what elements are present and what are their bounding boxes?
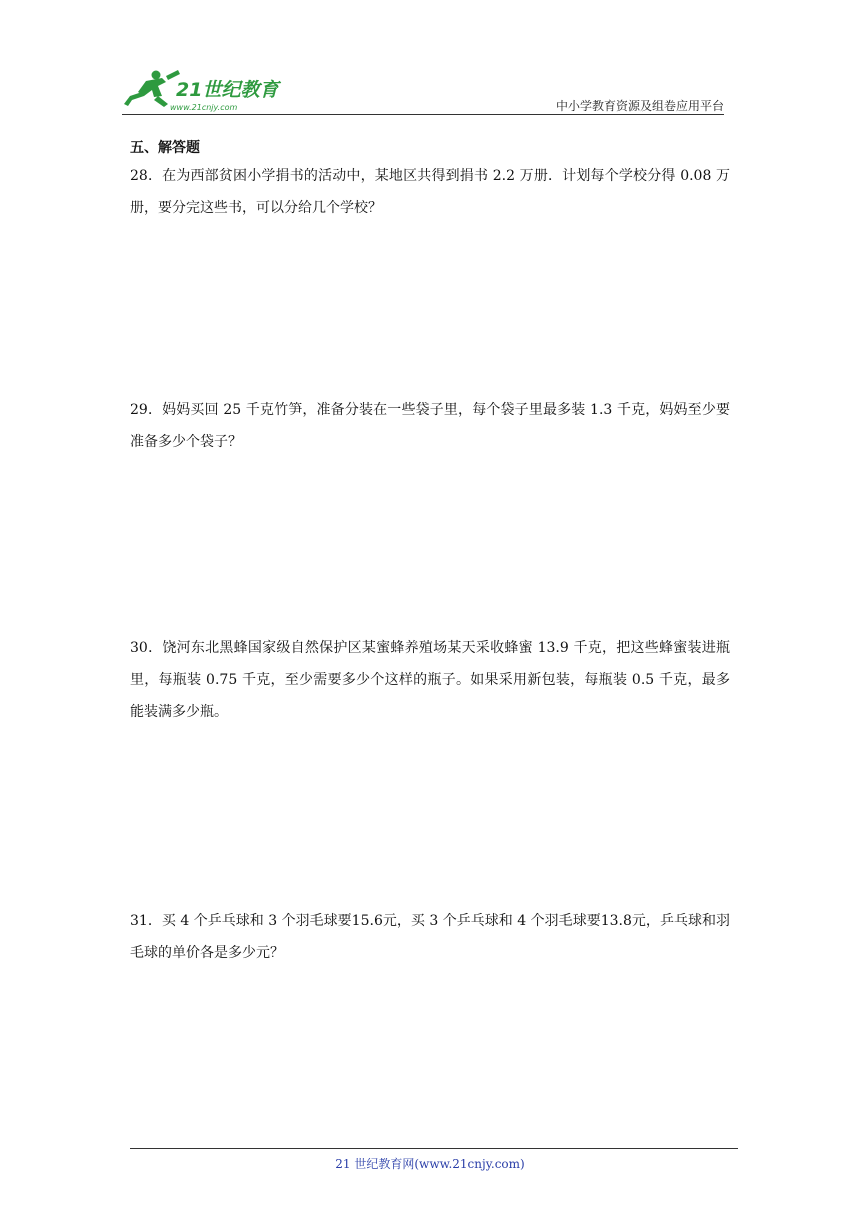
question-31: 31．买 4 个乒乓球和 3 个羽毛球要15.6元，买 3 个乒乓球和 4 个羽毛球要13.8元，乒乓球和羽毛球的单价各是多少元？ (130, 913, 730, 961)
logo-brand-text: 21世纪教育 (176, 79, 279, 101)
header-divider (122, 114, 724, 115)
page-header (122, 66, 724, 114)
question-28: 28．在为西部贫困小学捐书的活动中，某地区共得到捐书 2.2 万册．计划每个学校分得 0.08 万册，要分完这些书，可以分给几个学校？ (130, 168, 730, 216)
platform-title: 中小学教育资源及组卷应用平台 (555, 99, 724, 113)
footer-divider (130, 1148, 738, 1149)
logo-url-text: www.21cnjy.com (170, 103, 238, 112)
question-30: 30．饶河东北黑蜂国家级自然保护区某蜜蜂养殖场某天采收蜂蜜 13.9 千克，把这些蜂蜜装进瓶里，每瓶装 0.75 千克，至少需要多少个这样的瓶子。如果采用新包装，每瓶装 0.5 千克，最多能装满多少瓶。 (130, 640, 730, 720)
footer-link[interactable]: 21 世纪教育网(www.21cnjy.com) (335, 1157, 525, 1171)
runner-icon (124, 70, 180, 107)
section-title: 五、解答题 (130, 140, 200, 156)
logo (122, 66, 292, 114)
question-29: 29．妈妈买回 25 千克竹笋，准备分装在一些袋子里，每个袋子里最多装 1.3 千克，妈妈至少要准备多少个袋子？ (130, 402, 730, 450)
